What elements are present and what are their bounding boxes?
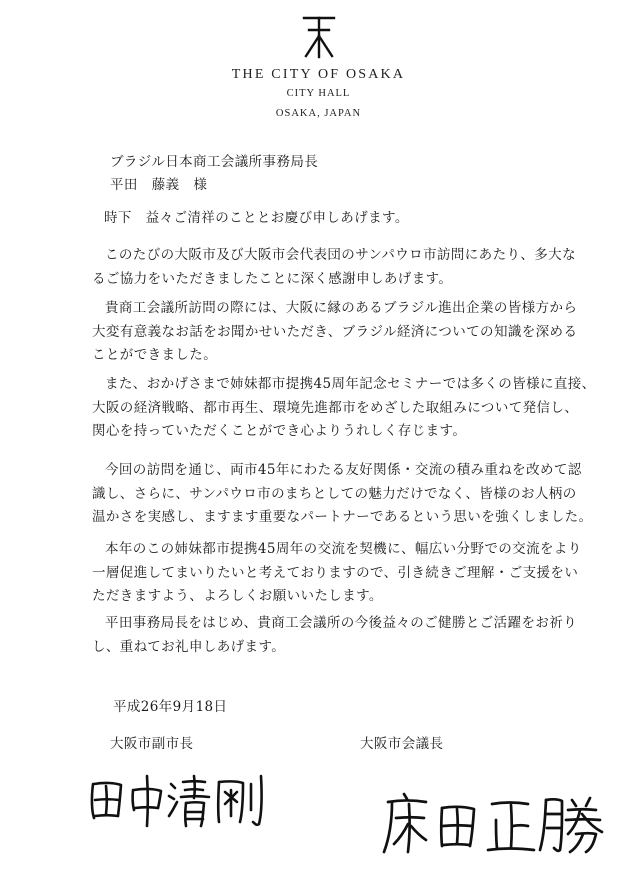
paragraph-line: このたびの大阪市及び大阪市会代表団のサンパウロ市訪問にあたり、多大な xyxy=(105,247,576,263)
signatory-title-council-chair: 大阪市会議長 xyxy=(360,736,444,752)
signature-council-chair xyxy=(380,790,620,858)
paragraph-line: し、重ねてお礼申しあげます。 xyxy=(92,638,286,655)
paragraph-line: 本年のこの姉妹都市提携45周年の交流を契機に、幅広い分野での交流をより xyxy=(105,541,582,557)
letter-date: 平成26年9月18日 xyxy=(113,699,228,715)
paragraph-3 xyxy=(92,373,596,444)
recipient-organization: ブラジル日本商工会議所事務局長 xyxy=(110,154,319,170)
recipient-name: 平田 藤義 様 xyxy=(110,177,208,193)
paragraph-line: 今回の訪問を通じ、両市45年にわたる友好関係・交流の積み重ねを改めて認 xyxy=(105,462,582,478)
signatory-title-vice-mayor: 大阪市副市長 xyxy=(110,736,194,752)
paragraph-line: 貴商工会議所訪問の際には、大阪に縁のあるブラジル進出企業の皆様方から xyxy=(105,300,578,316)
paragraph-line: また、おかげさまで姉妹都市提携45周年記念セミナーでは多くの皆様に直接、 xyxy=(105,376,596,392)
signature-vice-mayor xyxy=(85,770,285,830)
paragraph-line: ただきますよう、よろしくお願いいたします。 xyxy=(92,588,383,604)
paragraph-line: 大阪の経済戦略、都市再生、環境先進都市をめざした取組みについて発信し、 xyxy=(92,399,579,416)
paragraph-line: 温かさを実感し、ますます重要なパートナーであるという思いを強くしました。 xyxy=(92,509,593,525)
osaka-city-emblem-icon xyxy=(302,14,336,60)
paragraph-line: ことができました。 xyxy=(92,347,218,363)
greeting: 時下 益々ご清祥のこととお慶び申しあげます。 xyxy=(104,210,409,226)
paragraph-line: るご協力をいただきましたことに深く感謝申しあげます。 xyxy=(92,270,453,287)
paragraph-4 xyxy=(92,459,593,530)
paragraph-line: 識し、さらに、サンパウロ市のまちとしての魅力だけでなく、皆様のお人柄の xyxy=(92,485,577,502)
paragraph-line: 平田事務局長をはじめ、貴商工会議所の今後益々のご健勝とご活躍をお祈り xyxy=(105,615,578,631)
paragraph-6 xyxy=(92,612,578,659)
paragraph-line: 大変有意義なお話をお聞かせいただき、ブラジル経済についての知識を深める xyxy=(92,323,578,340)
paragraph-1 xyxy=(92,244,576,291)
paragraph-line: 関心を持っていただくことができ心よりうれしく存じます。 xyxy=(92,423,467,439)
letterhead-city: THE CITY OF OSAKA xyxy=(231,67,406,82)
paragraph-5 xyxy=(92,538,582,609)
paragraph-line: 一層促進してまいりたいと考えておりますので、引き続きご理解・ご支援をい xyxy=(92,564,579,581)
paragraph-2 xyxy=(92,297,578,368)
letterhead-address: OSAKA, JAPAN xyxy=(275,108,362,119)
letterhead-office: CITY HALL xyxy=(286,88,351,99)
